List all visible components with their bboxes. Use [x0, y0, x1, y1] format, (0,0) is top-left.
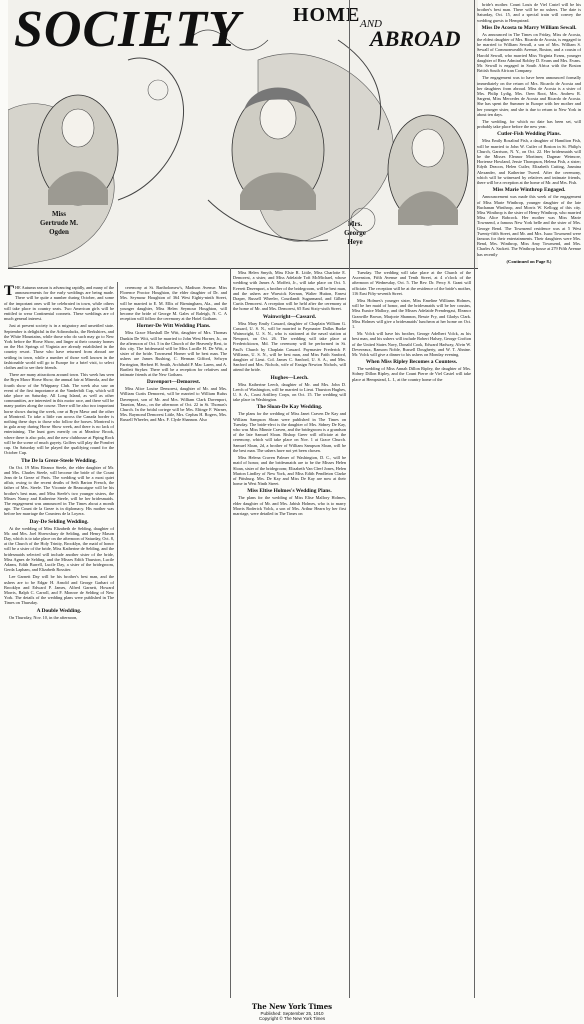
- section-heading: The De la Greze-Steele Wedding.: [21, 457, 97, 464]
- section-heading: Horner-De Witt Wedding Plans.: [136, 323, 211, 330]
- continued-note: (Continued on Page 8.): [506, 258, 552, 264]
- home-title: HOME: [293, 4, 361, 26]
- column-1: THE Autumn season is advancing rapidly, and many of the announcements for the early weddings are being made. There will be quite a number during October, and some of the important ones will be celebrated in town, while others will take place in country seats. Two American girls will be entitled to wear Continental coronets. These weddings are of much general interest. Just at present society is in a migratory and unsettled state. September is delightful in the Adirondacks, the Berkshires, and the White Mountains, while those who do such may go to New York before the Horse Show, and linger at their country homes on the Hot Springs of Virginia are already established in the country resort. Those who have returned from abroad are settling in town, while a number of those well known in the fashionable world will go to Europe for a brief visit, to select clothes and to see their friends. There are many attractions around town. This week has seen the Bryn Mawr Horse Show, the annual fair at Mineola, and the fourth show of the Whippany Club. The week also saw an event of the first importance at the Vanderbilt Cup, which will take place on Saturday. All Long Island, as well as other communities, are interested in this motor race, and there will be many parties along the course. There will be also two important horse shows during the week, one at Bryn Mawr and the other at Montreal. To take a little run across the Canada border is nothing these days to those who follow the horses. Montreal is in gala array during Horse Show week, and there is no lack of entertaining. The hunt goes merrily on at Meadow Brook, where there is also polo, and the new clubhouse at Piping Rock will be the scene of much gayety. Golfers will play the Pomfret cup. On Saturday will be played the qualifying round for the October Cup. The De la Greze-Steele Wedding. On Oct. 19 Miss Eleanor Steele, the elder daughter of Mr. and Mrs. Charles Steele, will become the bride of the Count Jean de la Greze of Paris. The wedding will be a most quiet affair, owing to the recent deaths of Seth Barton French, the father of Mrs. Steele. The Vicomte de Beaucaigne will be his brother's best man, and Miss Steele's two younger sisters, the Misses Nancy and Katherine Steele, will be her bridesmaids. The engagement was announced in The Times about a month ago. The Count de la Greze is in diplomacy. His mother was before her marriage the Countess de la Loyera. Day-De Selding Wedding. At the wedding of Miss Elizabeth de Selding, daughter of Mr. and Mrs. Joel Shrewsbury de Selding, and Henry Mason Day, which is to take place on the afternoon of Saturday, Oct. 8, at the Church of the Holy Trinity, Brooklyn, the maid of honor will be a sister of the bride, Miss Katherine de Selding, and the bridesmaids selected will include another sister of the bride, Miss Agnes de Selding, and the Misses Edith Thurston, Lucile Adams, Edith Burrell, Lucile Day, a sister of the bridegroom, Gerda Lapham, and Elizabeth Rossiter. Lee Garnett Day will be his brother's best man, and the ushers are to be Edgar H. Arnold and George Garhart of Brooklyn and Edward P. James, Alfred Garnett, Howard Morris, Ralph C. Carroll, and F. Monroe de Selding of New York. The details of the wedding plans were published in The Times on Thursday. A Double Wedding. On Thursday, Nov. 10, in the afternoon,: [4, 285, 114, 620]
- caption-left: Miss Gertrude M. Ogden: [39, 210, 79, 236]
- section-heading: Davenport—Demorest.: [146, 379, 201, 386]
- section-heading: Wainwright—Cassard.: [262, 313, 317, 320]
- column-3: Miss Helen Smyth, Miss Elsie R. Little, Miss Charlotte E. Demorest, a sister, and Miss Adelaide Toft McMichael, whose wedding with James A. Moffett, Jr., will take place on Oct. 5. Everett Davenport, a brother of the bridegroom, will be best man, and the ushers are Warwick Kernan, Walter Hutton, Ernest Draper, Russell Wheeler, Courtlandt Sugarmand, and Gilbert Curtis Demorest. A reception will be held after the ceremony at the home of Mr. and Mrs. Demorest, 65 East Sixty-sixth Street. Wainwright—Cassard. Miss Mary Emily Cassard, daughter of Chaplain William G. Cassard, U. S. N., will be married to Paymaster Dallas Burke Wainwright, U. S. N., who is stationed at the naval station at Newport, on Oct. 26. The wedding will take place at Fredericktown, Md. The ceremony will be performed in St. Paul's Church by Chaplain Cassard. Paymaster Frederick P. Williams, U. S. N., will be best man, and Miss Faith Sanford, daughter of Lieut. Col. James C. Sanford, U. S. A., and Mrs. Sanford and Mrs. Nichols, wife of Ensign Newton Nichols, will attend the bride. Hughes—Leech. Miss Katherine Leech, daughter of Mr. and Mrs. John D. Leech of Washington, will be married to Lieut. Thurston Hughes, U. S. A., Coast Artillery Corps, on Oct. 15. The wedding will take place in Washington. The Sloan-De Kay Wedding. The plans for the wedding of Miss Janet Craven De Kay and William Sampson Sloan were published in The Times on Tuesday. The bride-elect is the daughter of Mrs. Sidney De Kay, who was Miss Minnie Craven, and the bridegroom is a grandson of the late Samuel Sloan. Bishop Greer will officiate at the ceremony, which will take place on Nov. 1 at Grace Church. Samuel Sloan, 2d, a brother of William Sampson Sloan, will be the best man. The ushers have not yet been chosen. Miss Helena Craven Palmer of Washington, D. C., will be maid of honor, and the bridesmaids are to be the Misses Helen Sloan, sister of the bridegroom; Elizabeth Van Cleef Jones, Helen Marion Lindley of New York, and Miss Edith Pendleton Clarke of Pittsburg. Mrs. De Kay and Miss De Kay are now at their home in West Ninth Street. Miss Eltise Holmes's Wedding Plans. The plans for the wedding of Miss Elise Mallory Holmes, elder daughter of Mr. and Mrs. Jabish Holmes, who is to marry Morris Roderick Volck, a son of Mrs. Arthur Hearn by her first marriage, were detailed in The Times on: [233, 270, 346, 516]
- section-heading: The Sloan-De Kay Wedding.: [256, 404, 323, 411]
- column-rule: [230, 268, 231, 998]
- published-date: Published: September 25, 1910: [260, 1011, 324, 1016]
- section-heading: When Miss Ripley Becomes a Countess.: [365, 359, 458, 366]
- column-rule: [349, 0, 350, 998]
- column-2: ceremony at St. Bartholomew's, Madison Avenue. Miss Florence Proctor Houghton, the elder daughter of Dr. and Mrs. Seymour Houghton of 364 West Eighty-ninth Street, will be married to E. M. Ellis of Birmingham, Ala., and the younger daughter, Miss Helen Seymour Houghton, will become the bride of George M. Gales of Raleigh, N. C. A reception will follow the ceremony at the Hotel Gotham. Horner-De Witt Wedding Plans. Miss Grace Marshall De Witt, daughter of Mrs. Thomas Dunkin De Witt, will be married to John West Horner, Jr., on the afternoon of Oct. 5 in the Church of the Heavenly Rest, to this city. The bridesmaid will be Miss Lucille H. De Witt, a sister of the bride. Townsend Horner will be best man. The ushers are James Rushing, C. Herman Gifford, Selwyn Farrington, Herbert H. Smith, Archibald P. Mac Laren, and A. Bartlett Stryker. There will be a reception for relatives and intimate friends at the New Gotham. Davenport—Demorest. Miss Alice Louise Demorest, daughter of Mr. and Mrs. William Curtis Demorest, will be married to William Rufus Davenport, son of Mr. and Mrs. William Clark Davenport, Taunton, Mass., on the afternoon of Oct. 22 in St. Thomas's Church. In the bridal cortege will be Mrs. Eltinge F. Warner, Mrs. Raymond Demorest Little, Mrs. Cephas H. Rogers, Mrs. Russell Wheeler, and Mrs. F. Clyde Shannon. Also: [120, 285, 227, 423]
- society-masthead: [8, 0, 478, 269]
- page-footer: [0, 1002, 584, 1021]
- column-5: bride's mother. Count Louis de Viel Castel will be his brother's best man. There will be no ushers. The date is Saturday, Oct. 15, and a special train will convey the wedding guests to Hempstead. Miss De Acosta to Marry William Sewall. As announced in The Times on Friday, Miss de Acosta, the eldest daughter of Mrs. Ricardo de Acosta, is engaged to be married to William Sewall, a son of Mrs. William S. Sewall of Commonwealth Avenue, Boston, and a cousin of Harold Sewall, who married Miss Virginia Evans, younger daughter of Rear Admiral Robley D. Evans and Mrs. Evans. Mr. Sewall is engaged in South Africa with the Boston British South African Company. The engagement was to have been announced formally immediately on the return of Mrs. Ricardo de Acosta and her daughters from abroad. Miss de Acosta is a sister of Mrs. Philip Lydig, Mrs. Oren Root, Mrs. Andrew R. Sargent, Miss Mercedes de Acosta and Ricardo de Acosta. She has spent the Summer in Europe with her mother and her younger sister, and she is due to return to New York in about ten days. The wedding, for which no date has been set, will probably take place before the new year. Cutler-Fish Wedding Plans. Miss Emily Rosalind Fish, a daughter of Hamilton Fish, will be married to John W. Cutler of Boston in St. Philip's Church, Garrison, N. Y., on Oct. 22. Her bridesmaids will be the Misses Eleanor Mortimer, Dagmar Wetmore, Hortense Howland, Jessie Thompson, Helena Fish, a sister; Edyth Deacon, Helen Cutler, Elizabeth Cutting, Jasmina Alexander, and Katherine Tweed. After the ceremony, which will be witnessed by relatives and intimate friends, there will be a reception at the home of Mr. and Mrs. Fish. Miss Marie Winthrop Engaged. Announcement was made this week of the engagement of Miss Marie Winthrop, younger daughter of the late Buchanan Winthrop, and Morris W. Kellogg of this city. Miss Winthrop is the sister of Henry Winthrop, who married Miss Alice Babcock. Her mother was Miss Marie Townsend, a famous New York belle and the sister of Mrs. George Bend. The Townsend residence was at 5 West Twenty-fifth Street, and Mr. and Mrs. Isaac Townsend were famous for their entertainments. Their daughters were Mrs. Bend, Mrs. Winthrop, Miss Amy Townsend, and Mrs. Charles A. Sackett. The Winthrop house at 279 Fifth Avenue has recently (Continued on Page 8.): [477, 2, 581, 264]
- column-rule: [117, 282, 118, 997]
- nyt-logo: The New York Times: [251, 1002, 333, 1011]
- abroad-title: ABROAD: [370, 26, 461, 51]
- section-heading: Miss De Acosta to Marry William Sewall.: [481, 24, 577, 31]
- section-heading: A Double Wedding.: [36, 607, 82, 614]
- copyright: Copyright © The New York Times: [258, 1016, 326, 1021]
- and-title: AND: [360, 18, 382, 30]
- section-heading: Miss Eltise Holmes's Wedding Plans.: [247, 488, 332, 495]
- section-heading: Hughes—Leech.: [270, 374, 309, 381]
- caption-right: Mrs. George Heye: [344, 220, 366, 246]
- column-rule: [474, 0, 475, 998]
- society-title: SOCIETY: [14, 1, 241, 58]
- column-4: Tuesday. The wedding will take place at the Church of the Ascension, Fifth Avenue and Tenth Street, at 4 o'clock of the afternoon of Wednesday, Oct. 5. The Rev. Dr. Percy S. Grant will officiate. The reception will be at the residence of the bride's mother, 116 East Fifty-seventh Street. Miss Holmes's younger sister, Miss Emeline Williams Holmes, will be her maid of honor, and the bridesmaids will be her cousins, Miss Eunice Mallory, and the Misses Adelaide Prendergast, Eleanor Granville Brown, Marjorie Shannon, Bessie Fry, and Gladys Clark. Miss Holmes will give a bridesmaids' luncheon at her home on Oct. 1. Mr. Volck will have his brother, George Adelbert Volck, as his best man, and his ushers will include Robert Halsey, George Crofton of the United States Navy, Donald Cook, Edward Hadway, Alvin W. Devereaux, Ransom Noble, Russell Dougherty, and W. T. Ahnine. Mr. Volck will give a dinner to his ushers on Monday evening. When Miss Ripley Becomes a Countess. The wedding of Miss Annah Dillon Ripley, the daughter of Mrs. Sidney Dillon Ripley, and the Count Pierre de Viel Castel will take place at Hempstead, L. I., at the country home of the: [352, 270, 471, 382]
- section-heading: Day-De Selding Wedding.: [29, 518, 89, 525]
- section-heading: Miss Marie Winthrop Engaged.: [492, 187, 566, 194]
- section-heading: Cutler-Fish Wedding Plans.: [497, 131, 561, 138]
